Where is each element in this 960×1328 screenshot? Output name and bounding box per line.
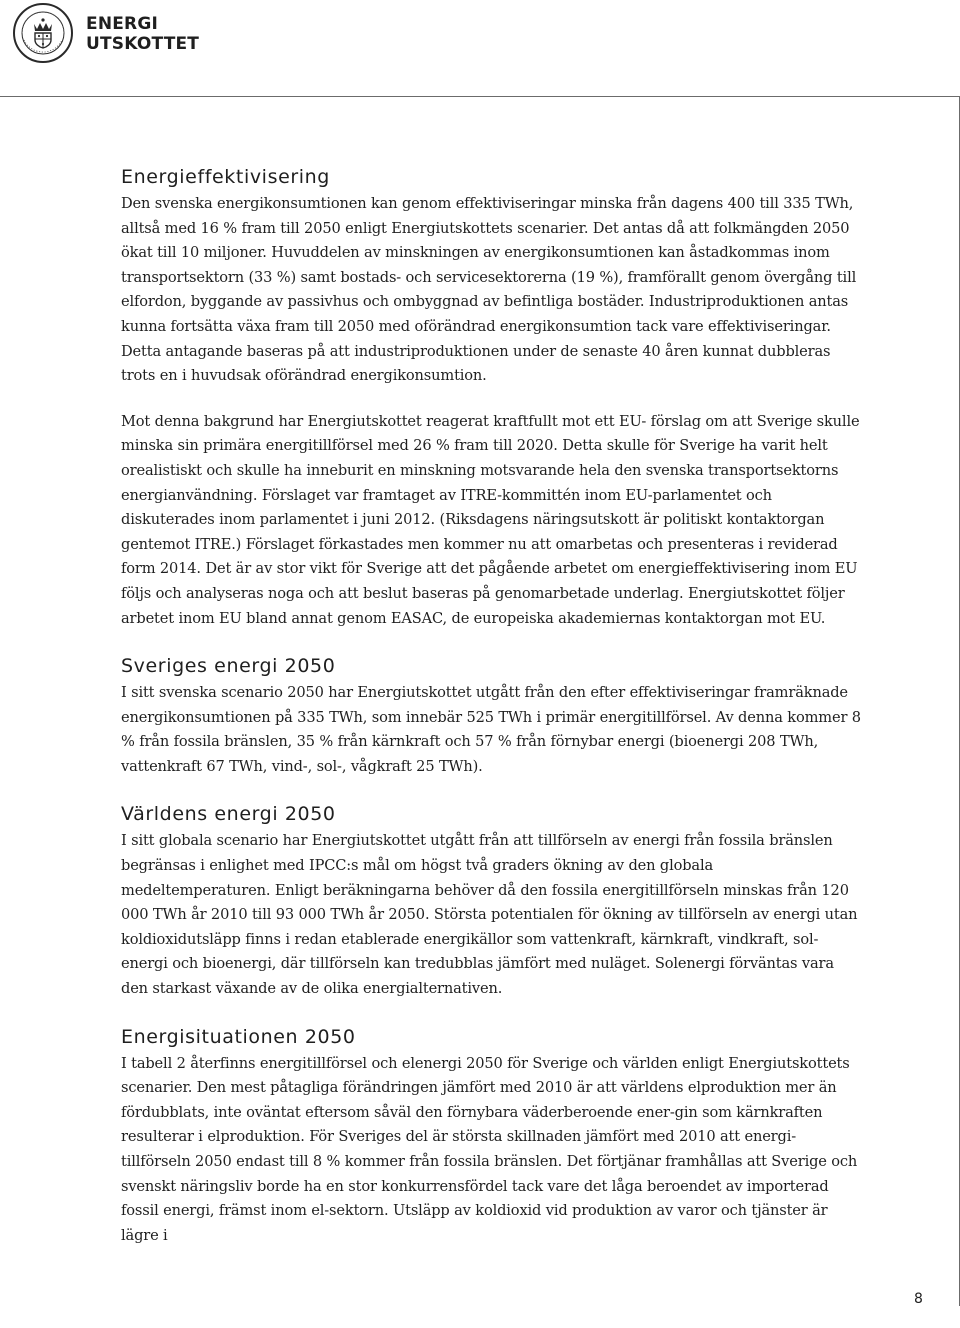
- body-paragraph: Mot denna bakgrund har Energiutskottet reagerat kraftfullt mot ett EU- förslag om att Sverige skulle minska sin primära energitillförsel med 26 % fram till 2020. Detta skulle för Sverige ha varit helt orealistiskt och skulle ha inneburit en minskning motsvarande hela den svenska transportsektorns energianvändning. Förslaget var framtaget av ITRE-kommittén inom EU-parlamentet och diskuterades inom parlamentet i juni 2012. (Riksdagens näringsutskott är politiskt kontaktorgan gentemot ITRE.) Förslaget förkastades men kommer nu att omarbetas och presenteras i reviderad form 2014. Det är av stor vikt för Sverige att det pågående arbetet om energieffektivisering inom EU följs och analyseras noga och att beslut baseras på genomarbetade underlag. Energiutskottet följer arbetet inom EU bland annat genom EASAC, de europeiska akademiernas kontaktorgan mot EU.: [121, 412, 860, 627]
- crown-seal-icon: [12, 2, 74, 64]
- body-paragraph: I sitt globala scenario har Energiutskottet utgått från att tillförseln av energi från fossila bränslen begränsas i enlighet med IPCC:s mål om högst två graders ökning av den globala medeltemperaturen. Enligt beräkningarna behöver då den fossila energitillförseln minskas från 120 000 TWh år 2010 till 93 000 TWh år 2050. Största potentialen för ökning av tillförseln av energi utan koldioxidutsläpp finns i redan etablerade energikällor som vattenkraft, kärnkraft, vindkraft, sol- energi och bioenergi, där tillförseln kan tredubblas jämfört med nuläget. Solenergi förväntas vara den starkast växande av de olika energialternativen.: [121, 832, 858, 998]
- section-sveriges-energi: [121, 654, 861, 779]
- body-paragraph: I tabell 2 återfinns energitillförsel och elenergi 2050 för Sverige och världen enligt Energiutskottets scenarier. Den mest påtagliga förändringen jämfört med 2010 är att världens elproduktion mer än fördubblats, inte oväntat eftersom såväl den förnybara väderberoende ener-gin som kärnkraften resulterar i elproduktion. För Sveriges del är största skillnaden jämfört med 2010 att energi-tillförseln 2050 endast till 8 % kommer från fossila bränslen. Det förtjänar framhållas att Sverige och svenskt näringsliv borde ha en stor konkurrensfördel tack vare det låga beroendet av importerad fossil energi, främst inom el-sektorn. Utsläpp av koldioxid vid produktion av varor och tjänster är lägre i: [121, 1054, 858, 1244]
- body-paragraph: I sitt svenska scenario 2050 har Energiutskottet utgått från den efter effektiviseringar framräknade energikonsumtionen på 335 TWh, som innebär 525 TWh i primär energitillförsel. Av denna kommer 8 % från fossila bränslen, 35 % från kärnkraft och 57 % från förnybar energi (bioenergi 208 TWh, vattenkraft 67 TWh, vind-, sol-, vågkraft 25 TWh).: [121, 684, 861, 775]
- page-header: [0, 0, 960, 96]
- document-body: [121, 165, 861, 1248]
- section-heading: Energieffektivisering: [121, 166, 330, 188]
- section-heading: Världens energi 2050: [121, 803, 336, 826]
- section-heading: Energisituationen 2050: [121, 1025, 356, 1048]
- header-divider: [0, 96, 960, 97]
- org-name-line2: UTSKOTTET: [86, 34, 200, 54]
- section-varldens-energi: [121, 802, 861, 1001]
- section-heading: Sveriges energi 2050: [121, 655, 336, 678]
- section-energieffektivisering: [121, 165, 861, 631]
- page-number: 8: [914, 1291, 923, 1307]
- body-paragraph: Den svenska energikonsumtionen kan genom effektiviseringar minska från dagens 400 till 335 TWh, alltså med 16 % fram till 2050 enligt Energiutskottets scenarier. Det antas då att folkmängden 2050 ökat till 10 miljoner. Huvuddelen av minskningen av energikonsumtionen kan åstadkommas inom transportsektorn (33 %) samt bostads- och servicesektorerna (19 %), framförallt genom övergång till elfordon, byggande av passivhus och ombyggnad av befintliga bostäder. Industriproduktionen antas kunna fortsätta växa fram till 2050 med oförändrad energikonsumtion tack vare effektiviseringar. Detta antagande baseras på att industriproduktionen under de senaste 40 åren kunnat dubbleras trots en i huvudsak oförändrad energikonsumtion.: [121, 195, 857, 385]
- section-energisituationen: [121, 1025, 861, 1249]
- org-name-line1: ENERGI: [86, 14, 159, 34]
- academy-seal-logo: [12, 2, 74, 64]
- organization-name: [86, 14, 199, 54]
